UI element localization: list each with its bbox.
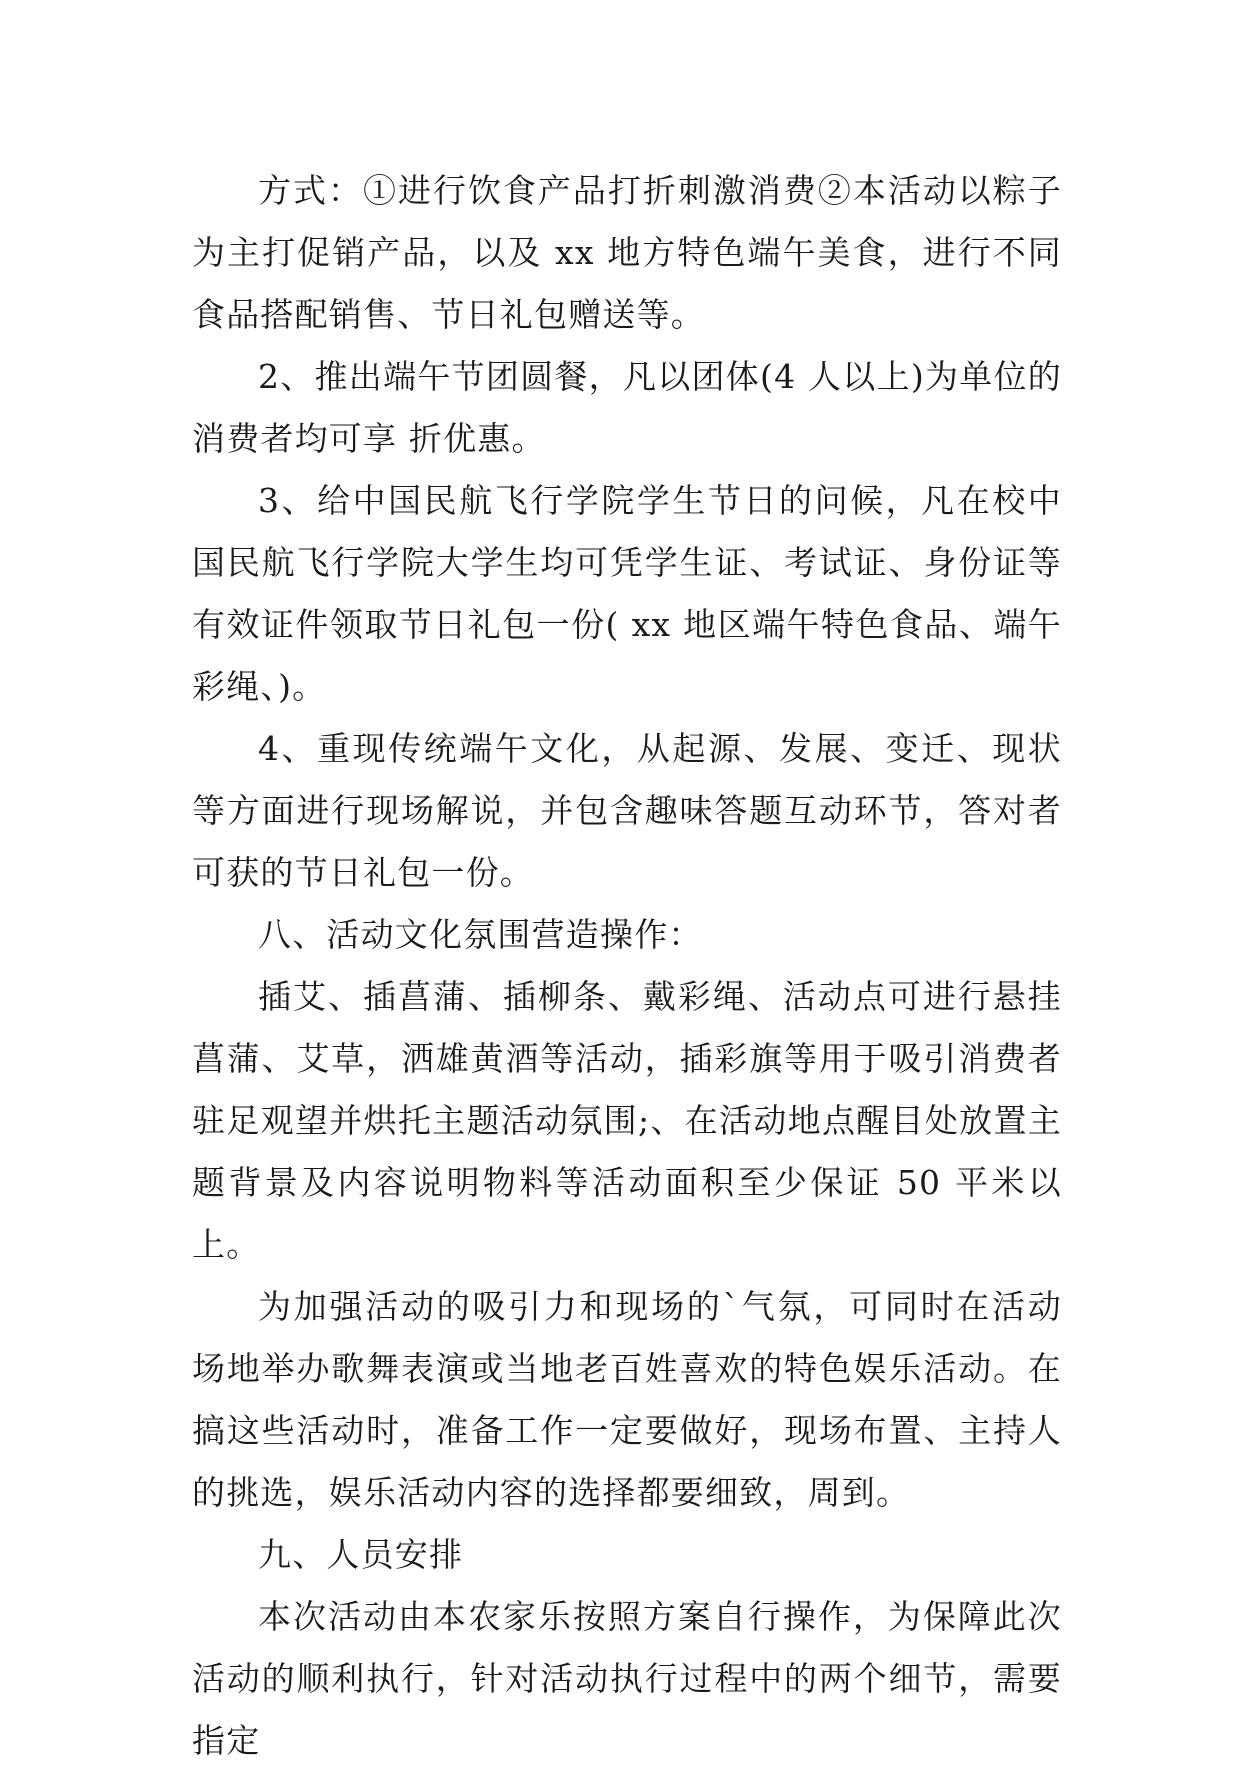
paragraph-staffing: 本次活动由本农家乐按照方案自行操作，为保障此次活动的顺利执行，针对活动执行过程中的两个细节，需要指定 [192, 1597, 1062, 1760]
paragraph-culture-presentation: 4、重现传统端午文化，从起源、发展、变迁、现状等方面进行现场解说，并包含趣味答题互动环节，答对者可获的节日礼包一份。 [192, 729, 1062, 892]
document-body [192, 160, 1062, 1772]
heading-atmosphere: 八、活动文化氛围营造操作： [258, 915, 703, 954]
paragraph-student-gift: 3、给中国民航飞行学院学生节日的问候，凡在校中国民航飞行学院大学生均可凭学生证、考试证、身份证等有效证件领取节日礼包一份( xx 地区端午特色食品、端午彩绳、)。 [192, 481, 1062, 706]
paragraph-entertainment: 为加强活动的吸引力和现场的`气氛，可同时在活动场地举办歌舞表演或当地老百姓喜欢的特色娱乐活动。在搞这些活动时，准备工作一定要做好，现场布置、主持人的挑选，娱乐活动内容的选择都要细致，周到。 [192, 1287, 1062, 1512]
heading-staffing: 九、人员安排 [258, 1535, 464, 1574]
paragraph-decorations: 插艾、插菖蒲、插柳条、戴彩绳、活动点可进行悬挂菖蒲、艾草，洒雄黄酒等活动，插彩旗等用于吸引消费者驻足观望并烘托主题活动氛围;、在活动地点醒目处放置主题背景及内容说明物料等活动面积至少保证 50 平米以上。 [192, 977, 1062, 1264]
paragraph-discount-method: 方式：①进行饮食产品打折刺激消费②本活动以粽子为主打促销产品，以及 xx 地方特色端午美食，进行不同食品搭配销售、节日礼包赠送等。 [192, 171, 1062, 334]
paragraph-reunion-meal: 2、推出端午节团圆餐，凡以团体(4 人以上)为单位的消费者均可享 折优惠。 [192, 357, 1062, 458]
